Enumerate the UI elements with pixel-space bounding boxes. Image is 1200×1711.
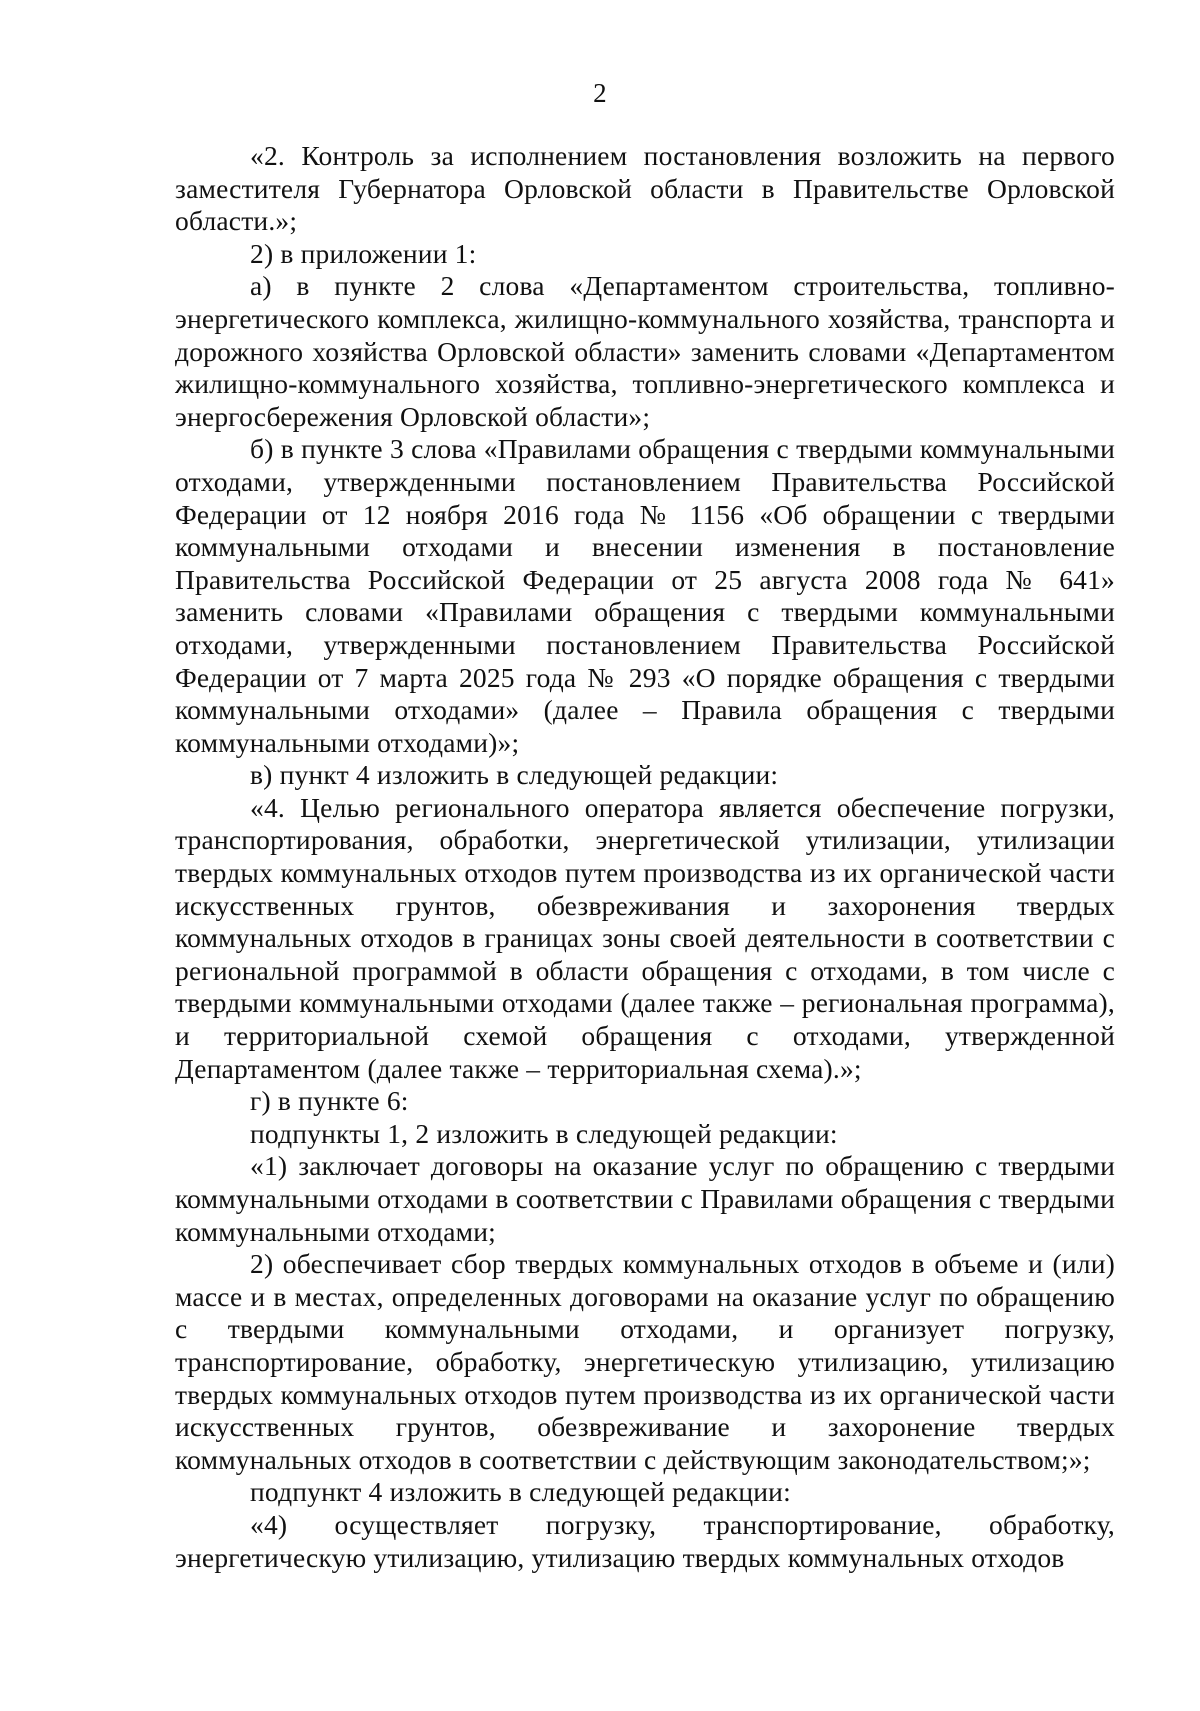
paragraph-clause-4: «4. Целью регионального оператора является обеспечение погрузки, транспортирования, обработки, энергетической утилизации, утилизации твердых коммунальных отходов путем производства из их органической части искусственных грунтов, обезвреживания и захоронения твердых коммунальных отходов в границах зоны своей деятельности в соответствии с региональной программой в области обращения с отходами, в том числе с твердыми коммунальными отходами (далее также – региональная программа), и территориальной схемой обращения с отходами, утвержденной Департаментом (далее также – территориальная схема).»; [175,791,1115,1084]
paragraph-item-a: а) в пункте 2 слова «Департаментом строительства, топливно-энергетического комплекса, жилищно-коммунального хозяйства, транспорта и дорожного хозяйства Орловской области» заменить словами «Департаментом жилищно-коммунального хозяйства, топливно-энергетического комплекса и энергосбережения Орловской области»; [175,270,1115,432]
paragraph-subclause-4: «4) осуществляет погрузку, транспортирование, обработку, энергетическую утилизацию, утилизацию твердых коммунальных отходов [175,1508,1115,1573]
paragraph-subclauses-1-2: подпункты 1, 2 изложить в следующей редакции: [250,1117,838,1149]
paragraph-subclause-2: 2) обеспечивает сбор твердых коммунальных отходов в объеме и (или) массе и в местах, определенных договорами на оказание услуг по обращению с твердыми коммунальными отходами, и организует погрузку, транспортирование, обработку, энергетическую утилизацию, утилизацию твердых коммунальных отходов путем производства из их органической части искусственных грунтов, обезвреживание и захоронение твердых коммунальных отходов в соответствии с действующим законодательством;»; [175,1248,1115,1475]
paragraph-subclause-4-intro: подпункт 4 изложить в следующей редакции: [250,1476,791,1508]
paragraph-control-clause: «2. Контроль за исполнением постановления возложить на первого заместителя Губернатора Орловской области в Правительстве Орловской области.»; [175,140,1115,237]
paragraph-appendix-1: 2) в приложении 1: [250,237,477,269]
page-number: 2 [593,78,607,108]
paragraph-item-b: б) в пункте 3 слова «Правилами обращения с твердыми коммунальными отходами, утвержденными постановлением Правительства Российской Федерации от 12 ноября 2016 года № 1156 «Об обращении с твердыми коммунальными отходами и внесении изменения в постановление Правительства Российской Федерации от 25 августа 2008 года № 641» заменить словами «Правилами обращения с твердыми коммунальными отходами, утвержденными постановлением Правительства Российской Федерации от 7 марта 2025 года № 293 «О порядке обращения с твердыми коммунальными отходами» (далее – Правила обращения с твердыми коммунальными отходами)»; [175,433,1115,758]
paragraph-item-g: г) в пункте 6: [250,1085,409,1117]
paragraph-subclause-1: «1) заключает договоры на оказание услуг по обращению с твердыми коммунальными отходами в соответствии с Правилами обращения с твердыми коммунальными отходами; [175,1150,1115,1247]
paragraph-item-v: в) пункт 4 изложить в следующей редакции: [250,759,779,791]
document-body [175,140,1115,1574]
